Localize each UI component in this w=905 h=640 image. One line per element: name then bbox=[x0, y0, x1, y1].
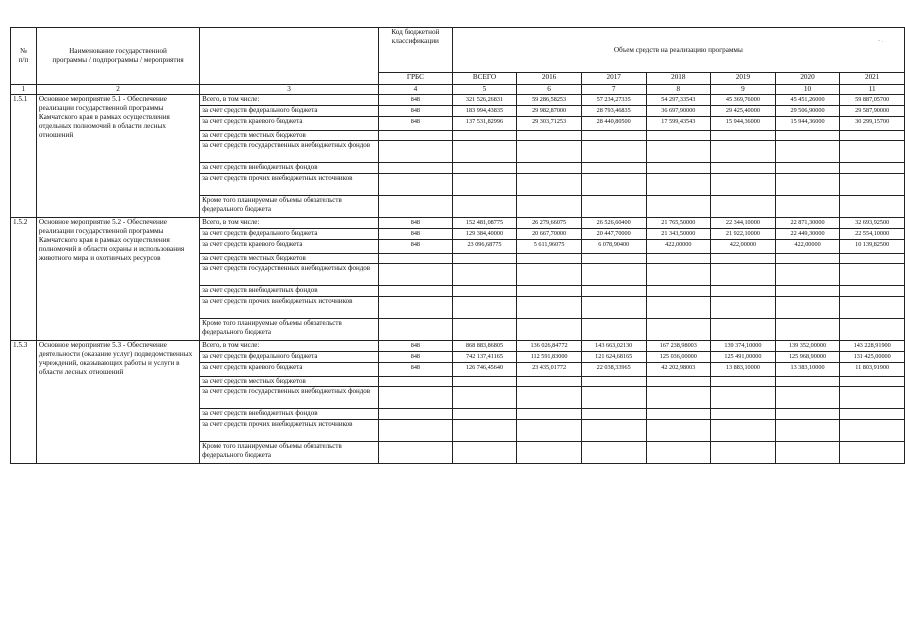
funding-source-label: Кроме того планируемые объемы обязательств федерального бюджета bbox=[200, 196, 379, 218]
amount-cell bbox=[840, 264, 905, 286]
amount-cell bbox=[775, 409, 840, 420]
amount-cell bbox=[517, 264, 582, 286]
amount-cell bbox=[711, 420, 776, 442]
amount-cell: 57 234,27335 bbox=[581, 95, 646, 106]
grbs-code-cell: 848 bbox=[379, 95, 453, 106]
amount-cell: 13 883,10000 bbox=[711, 363, 776, 377]
amount-cell bbox=[452, 377, 517, 387]
funding-source-label: за счет средств внебюджетных фондов bbox=[200, 163, 379, 174]
total-header: ВСЕГО bbox=[452, 73, 517, 85]
amount-cell: 45 369,76000 bbox=[711, 95, 776, 106]
amount-cell: 45 451,26000 bbox=[775, 95, 840, 106]
col-num-header: № п/п bbox=[11, 28, 37, 85]
amount-cell: 21 343,50000 bbox=[646, 229, 711, 240]
grbs-code-cell bbox=[379, 387, 453, 409]
amount-cell bbox=[452, 442, 517, 464]
budget-table bbox=[10, 27, 905, 464]
amount-cell bbox=[840, 420, 905, 442]
amount-cell bbox=[452, 319, 517, 341]
amount-cell bbox=[775, 286, 840, 297]
grbs-code-cell bbox=[379, 196, 453, 218]
amount-cell bbox=[517, 163, 582, 174]
grbs-code-cell: 848 bbox=[379, 218, 453, 229]
grbs-code-cell bbox=[379, 254, 453, 264]
column-number: 1 bbox=[11, 85, 37, 95]
item-name: Основное мероприятие 5.3 - Обеспечение деятельности (оказание услуг) подведомственных учреждений, оказывающих работы и услуги в области лесных отношений bbox=[36, 341, 199, 464]
amount-cell: 422,00000 bbox=[775, 240, 840, 254]
amount-cell bbox=[711, 196, 776, 218]
amount-cell bbox=[581, 254, 646, 264]
column-number: 11 bbox=[840, 85, 905, 95]
table-row bbox=[11, 218, 905, 229]
funding-source-label: за счет средств государственных внебюджетных фондов bbox=[200, 387, 379, 409]
amount-cell: 742 137,41165 bbox=[452, 352, 517, 363]
table-row bbox=[11, 95, 905, 106]
funding-source-label: за счет средств государственных внебюджетных фондов bbox=[200, 264, 379, 286]
funding-source-label: за счет средств местных бюджетов bbox=[200, 254, 379, 264]
amount-cell: 13 383,10000 bbox=[775, 363, 840, 377]
column-number: 10 bbox=[775, 85, 840, 95]
amount-cell bbox=[711, 131, 776, 141]
amount-cell: 29 425,40000 bbox=[711, 106, 776, 117]
amount-cell bbox=[646, 141, 711, 163]
amount-cell bbox=[646, 387, 711, 409]
amount-cell bbox=[775, 196, 840, 218]
grbs-code-cell bbox=[379, 319, 453, 341]
amount-cell: 26 526,60400 bbox=[581, 218, 646, 229]
amount-cell: 183 994,43835 bbox=[452, 106, 517, 117]
amount-cell bbox=[840, 196, 905, 218]
column-number: 9 bbox=[711, 85, 776, 95]
amount-cell: 22 554,10000 bbox=[840, 229, 905, 240]
corner-mark: - . bbox=[878, 38, 883, 44]
amount-cell bbox=[452, 174, 517, 196]
amount-cell bbox=[452, 387, 517, 409]
grbs-code-cell bbox=[379, 442, 453, 464]
amount-cell bbox=[646, 420, 711, 442]
funding-source-label: за счет средств федерального бюджета bbox=[200, 106, 379, 117]
amount-cell bbox=[581, 131, 646, 141]
amount-cell bbox=[711, 377, 776, 387]
grbs-code-cell bbox=[379, 377, 453, 387]
amount-cell bbox=[646, 297, 711, 319]
amount-cell bbox=[646, 196, 711, 218]
funding-source-label: за счет средств краевого бюджета bbox=[200, 240, 379, 254]
amount-cell: 112 591,83000 bbox=[517, 352, 582, 363]
year-header: 2019 bbox=[711, 73, 776, 85]
amount-cell bbox=[517, 131, 582, 141]
amount-cell: 11 803,91900 bbox=[840, 363, 905, 377]
amount-cell bbox=[581, 409, 646, 420]
amount-cell bbox=[452, 254, 517, 264]
amount-cell: 152 481,08775 bbox=[452, 218, 517, 229]
funding-source-label: за счет средств прочих внебюджетных источников bbox=[200, 420, 379, 442]
grbs-code-cell bbox=[379, 131, 453, 141]
amount-cell bbox=[775, 131, 840, 141]
amount-cell: 15 944,36000 bbox=[775, 117, 840, 131]
amount-cell bbox=[840, 141, 905, 163]
amount-cell bbox=[581, 174, 646, 196]
amount-cell: 129 384,40000 bbox=[452, 229, 517, 240]
amount-cell: 29 506,90000 bbox=[775, 106, 840, 117]
amount-cell bbox=[775, 141, 840, 163]
amount-cell bbox=[775, 163, 840, 174]
amount-cell: 422,00000 bbox=[646, 240, 711, 254]
amount-cell bbox=[711, 163, 776, 174]
amount-cell: 28 440,80500 bbox=[581, 117, 646, 131]
amount-cell bbox=[646, 254, 711, 264]
amount-cell: 22 871,30000 bbox=[775, 218, 840, 229]
col-budget-code-header: Код бюджетной классификации bbox=[379, 28, 453, 73]
amount-cell: 5 611,96075 bbox=[517, 240, 582, 254]
funding-source-label: Всего, в том числе: bbox=[200, 95, 379, 106]
amount-cell bbox=[581, 141, 646, 163]
amount-cell bbox=[711, 254, 776, 264]
amount-cell bbox=[840, 254, 905, 264]
col-extra-header bbox=[200, 28, 379, 85]
item-number: 1.5.2 bbox=[11, 218, 37, 341]
amount-cell bbox=[452, 264, 517, 286]
amount-cell bbox=[452, 297, 517, 319]
amount-cell: 29 587,90000 bbox=[840, 106, 905, 117]
amount-cell: 42 202,98003 bbox=[646, 363, 711, 377]
amount-cell: 22 344,10000 bbox=[711, 218, 776, 229]
grbs-code-cell bbox=[379, 163, 453, 174]
year-header: 2017 bbox=[581, 73, 646, 85]
amount-cell bbox=[775, 377, 840, 387]
amount-cell bbox=[646, 131, 711, 141]
amount-cell bbox=[711, 141, 776, 163]
funding-source-label: за счет средств внебюджетных фондов bbox=[200, 409, 379, 420]
amount-cell bbox=[646, 319, 711, 341]
column-number: 5 bbox=[452, 85, 517, 95]
amount-cell: 131 425,00000 bbox=[840, 352, 905, 363]
amount-cell: 22 038,33965 bbox=[581, 363, 646, 377]
amount-cell bbox=[646, 174, 711, 196]
amount-cell: 54 297,33543 bbox=[646, 95, 711, 106]
amount-cell: 868 883,86805 bbox=[452, 341, 517, 352]
amount-cell bbox=[840, 163, 905, 174]
amount-cell: 136 026,84772 bbox=[517, 341, 582, 352]
grbs-code-cell bbox=[379, 297, 453, 319]
amount-cell: 23 096,68775 bbox=[452, 240, 517, 254]
amount-cell: 139 374,10000 bbox=[711, 341, 776, 352]
amount-cell: 28 793,46835 bbox=[581, 106, 646, 117]
amount-cell bbox=[711, 409, 776, 420]
amount-cell: 36 697,90000 bbox=[646, 106, 711, 117]
amount-cell bbox=[581, 286, 646, 297]
amount-cell bbox=[840, 286, 905, 297]
funding-source-label: за счет средств краевого бюджета bbox=[200, 117, 379, 131]
funding-source-label: за счет средств краевого бюджета bbox=[200, 363, 379, 377]
amount-cell bbox=[711, 264, 776, 286]
budget-sheet bbox=[10, 27, 905, 464]
funding-source-label: Кроме того планируемые объемы обязательств федерального бюджета bbox=[200, 319, 379, 341]
amount-cell: 59 286,58253 bbox=[517, 95, 582, 106]
amount-cell bbox=[711, 442, 776, 464]
grbs-code-cell: 848 bbox=[379, 363, 453, 377]
grbs-code-cell bbox=[379, 174, 453, 196]
column-number-row bbox=[11, 85, 905, 95]
amount-cell: 143 228,91900 bbox=[840, 341, 905, 352]
amount-cell: 125 968,90000 bbox=[775, 352, 840, 363]
amount-cell bbox=[517, 319, 582, 341]
amount-cell bbox=[840, 387, 905, 409]
amount-cell: 29 982,87000 bbox=[517, 106, 582, 117]
amount-cell bbox=[840, 409, 905, 420]
amount-cell bbox=[711, 387, 776, 409]
amount-cell: 26 279,66075 bbox=[517, 218, 582, 229]
funding-source-label: за счет средств местных бюджетов bbox=[200, 131, 379, 141]
amount-cell bbox=[775, 297, 840, 319]
amount-cell bbox=[646, 442, 711, 464]
amount-cell bbox=[711, 319, 776, 341]
amount-cell bbox=[775, 387, 840, 409]
amount-cell: 6 078,90400 bbox=[581, 240, 646, 254]
amount-cell bbox=[517, 174, 582, 196]
amount-cell bbox=[581, 163, 646, 174]
amount-cell bbox=[517, 409, 582, 420]
funding-source-label: за счет средств внебюджетных фондов bbox=[200, 286, 379, 297]
grbs-code-cell: 848 bbox=[379, 229, 453, 240]
column-number: 6 bbox=[517, 85, 582, 95]
amount-cell bbox=[775, 319, 840, 341]
amount-cell: 15 944,36000 bbox=[711, 117, 776, 131]
amount-cell bbox=[581, 377, 646, 387]
amount-cell bbox=[452, 141, 517, 163]
amount-cell bbox=[840, 131, 905, 141]
item-number: 1.5.1 bbox=[11, 95, 37, 218]
amount-cell bbox=[840, 377, 905, 387]
amount-cell: 125 491,00000 bbox=[711, 352, 776, 363]
amount-cell: 143 663,02130 bbox=[581, 341, 646, 352]
amount-cell bbox=[581, 442, 646, 464]
grbs-code-cell bbox=[379, 141, 453, 163]
amount-cell: 17 599,43543 bbox=[646, 117, 711, 131]
grbs-code-cell: 848 bbox=[379, 352, 453, 363]
amount-cell bbox=[517, 420, 582, 442]
amount-cell bbox=[581, 264, 646, 286]
grbs-code-cell: 848 bbox=[379, 341, 453, 352]
funding-source-label: Кроме того планируемые объемы обязательств федерального бюджета bbox=[200, 442, 379, 464]
amount-cell bbox=[517, 141, 582, 163]
amount-cell: 125 036,00000 bbox=[646, 352, 711, 363]
column-number: 4 bbox=[379, 85, 453, 95]
col-name-header: Наименование государственной программы / подпрограммы / мероприятия bbox=[36, 28, 199, 85]
amount-cell bbox=[517, 286, 582, 297]
amount-cell bbox=[581, 387, 646, 409]
amount-cell bbox=[452, 409, 517, 420]
amount-cell: 20 447,70000 bbox=[581, 229, 646, 240]
header-row bbox=[11, 28, 905, 73]
amount-cell bbox=[517, 254, 582, 264]
amount-cell bbox=[452, 420, 517, 442]
item-name: Основное мероприятие 5.1 - Обеспечение реализации государственной программы Камчатского края в рамках осуществления отдельных полномочий в области лесных отношений bbox=[36, 95, 199, 218]
amount-cell: 321 526,26831 bbox=[452, 95, 517, 106]
item-number: 1.5.3 bbox=[11, 341, 37, 464]
funding-source-label: за счет средств федерального бюджета bbox=[200, 352, 379, 363]
amount-cell bbox=[646, 377, 711, 387]
amount-cell bbox=[517, 387, 582, 409]
amount-cell: 10 139,82500 bbox=[840, 240, 905, 254]
funding-source-label: Всего, в том числе: bbox=[200, 341, 379, 352]
amount-cell: 21 922,10000 bbox=[711, 229, 776, 240]
amount-cell bbox=[840, 297, 905, 319]
amount-cell bbox=[517, 297, 582, 319]
amount-cell: 422,00000 bbox=[711, 240, 776, 254]
amount-cell: 32 693,92500 bbox=[840, 218, 905, 229]
amount-cell: 20 667,70000 bbox=[517, 229, 582, 240]
amount-cell: 29 303,71253 bbox=[517, 117, 582, 131]
amount-cell: 139 352,00000 bbox=[775, 341, 840, 352]
grbs-code-cell bbox=[379, 420, 453, 442]
column-number: 2 bbox=[36, 85, 199, 95]
amount-cell bbox=[581, 297, 646, 319]
grbs-code-cell: 848 bbox=[379, 240, 453, 254]
amount-cell bbox=[840, 319, 905, 341]
amount-cell bbox=[517, 377, 582, 387]
item-name: Основное мероприятие 5.2 - Обеспечение реализации государственной программы Камчатского края в рамках осуществления полномочий в области охраны и использования животного мира и охотничьих ресурсов bbox=[36, 218, 199, 341]
amount-cell bbox=[711, 297, 776, 319]
amount-cell bbox=[775, 174, 840, 196]
amount-cell bbox=[452, 196, 517, 218]
amount-cell bbox=[840, 442, 905, 464]
amount-cell bbox=[517, 442, 582, 464]
amount-cell bbox=[646, 286, 711, 297]
amount-cell bbox=[646, 163, 711, 174]
amount-cell bbox=[581, 319, 646, 341]
year-header: 2021 bbox=[840, 73, 905, 85]
amount-cell: 126 746,45640 bbox=[452, 363, 517, 377]
amount-cell bbox=[775, 254, 840, 264]
column-number: 8 bbox=[646, 85, 711, 95]
amount-cell bbox=[711, 174, 776, 196]
amount-cell bbox=[581, 196, 646, 218]
amount-cell bbox=[840, 174, 905, 196]
amount-cell bbox=[775, 442, 840, 464]
amount-cell: 59 887,05700 bbox=[840, 95, 905, 106]
year-header: 2020 bbox=[775, 73, 840, 85]
amount-cell: 21 765,50000 bbox=[646, 218, 711, 229]
funding-source-label: за счет средств прочих внебюджетных источников bbox=[200, 297, 379, 319]
funding-source-label: за счет средств местных бюджетов bbox=[200, 377, 379, 387]
amount-cell: 121 624,68165 bbox=[581, 352, 646, 363]
amount-cell bbox=[775, 264, 840, 286]
grbs-code-cell bbox=[379, 286, 453, 297]
column-number: 7 bbox=[581, 85, 646, 95]
amount-cell bbox=[452, 131, 517, 141]
amount-cell bbox=[775, 420, 840, 442]
funding-source-label: Всего, в том числе: bbox=[200, 218, 379, 229]
amount-cell bbox=[452, 163, 517, 174]
table-row bbox=[11, 341, 905, 352]
year-header: 2018 bbox=[646, 73, 711, 85]
amount-cell bbox=[517, 196, 582, 218]
amount-cell: 167 238,98003 bbox=[646, 341, 711, 352]
grbs-code-cell: 848 bbox=[379, 106, 453, 117]
grbs-code-cell bbox=[379, 264, 453, 286]
funding-source-label: за счет средств федерального бюджета bbox=[200, 229, 379, 240]
amount-cell: 30 299,15700 bbox=[840, 117, 905, 131]
column-number: 3 bbox=[200, 85, 379, 95]
amount-cell bbox=[646, 409, 711, 420]
amount-cell bbox=[646, 264, 711, 286]
funding-source-label: за счет средств прочих внебюджетных источников bbox=[200, 174, 379, 196]
amount-cell: 22 449,30000 bbox=[775, 229, 840, 240]
amount-cell bbox=[711, 286, 776, 297]
grbs-header: ГРБС bbox=[379, 73, 453, 85]
funding-source-label: за счет средств государственных внебюджетных фондов bbox=[200, 141, 379, 163]
amount-cell: 137 531,82996 bbox=[452, 117, 517, 131]
amount-cell bbox=[452, 286, 517, 297]
amount-cell: 23 435,01772 bbox=[517, 363, 582, 377]
col-volume-header: Объем средств на реализацию программы bbox=[452, 28, 904, 73]
year-header: 2016 bbox=[517, 73, 582, 85]
amount-cell bbox=[581, 420, 646, 442]
grbs-code-cell: 848 bbox=[379, 117, 453, 131]
grbs-code-cell bbox=[379, 409, 453, 420]
